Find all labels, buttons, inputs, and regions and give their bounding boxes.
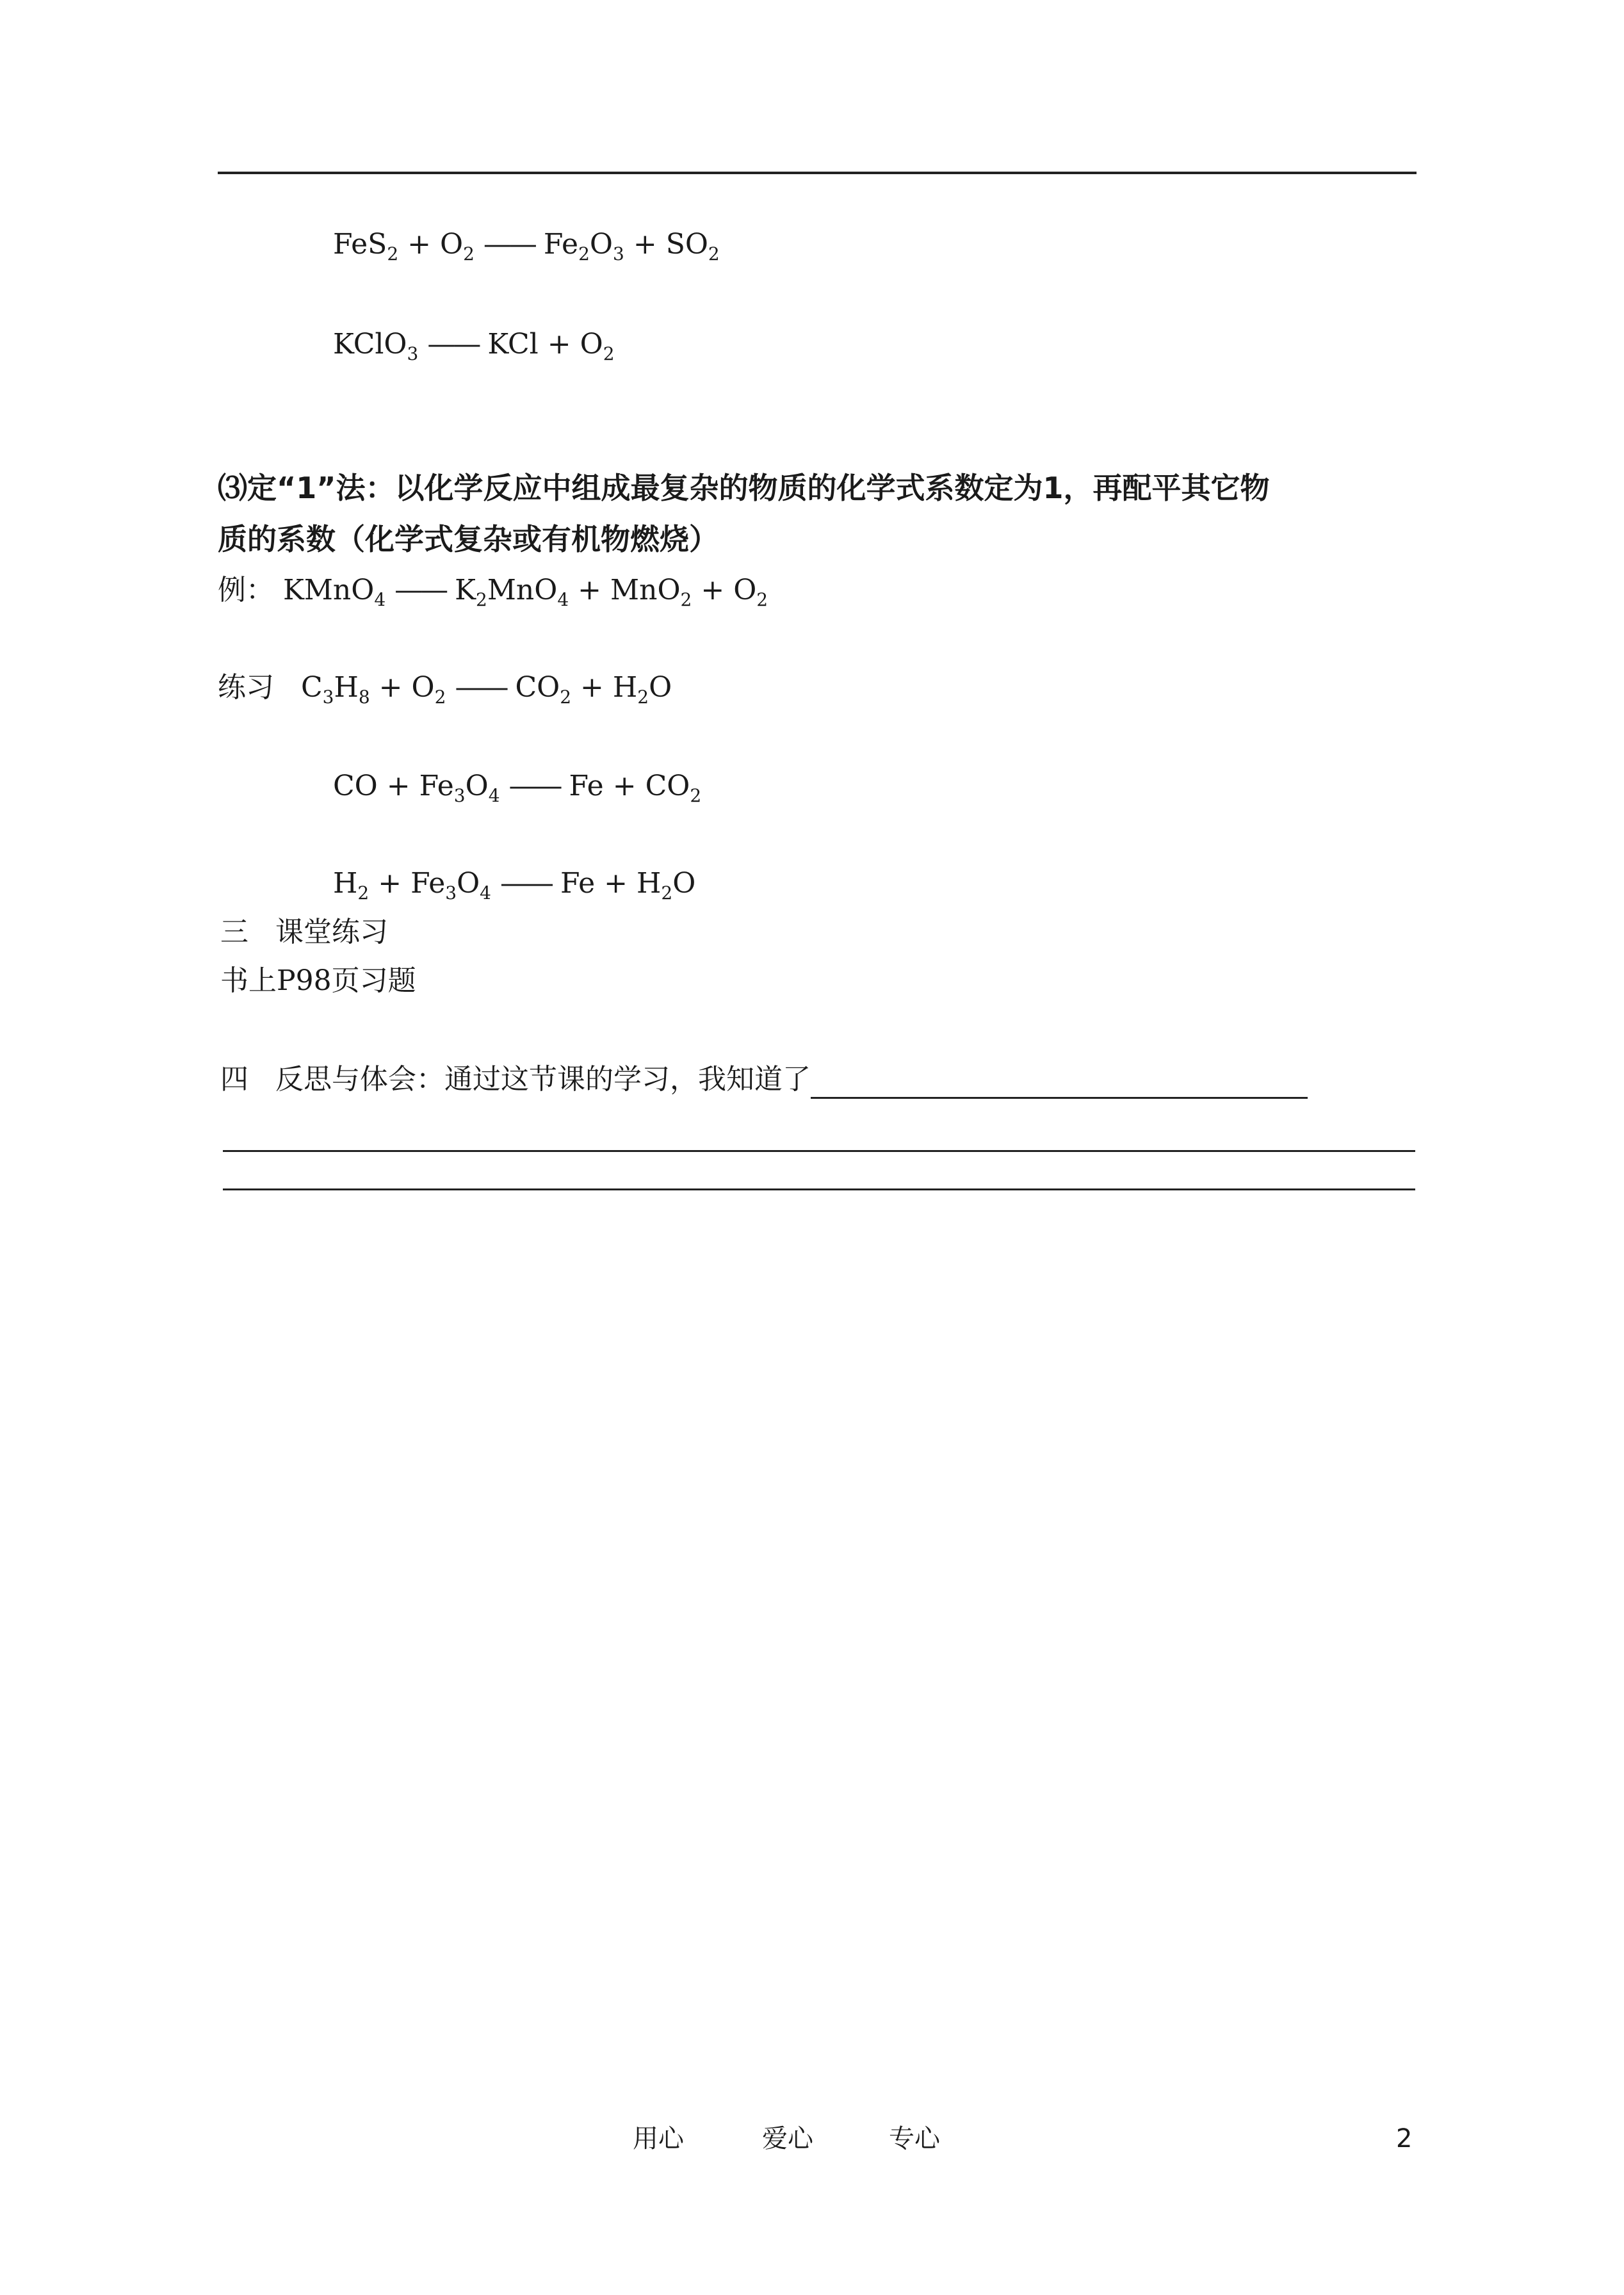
section3-title-line2: 质的系数（化学式复杂或有机物燃烧） — [218, 522, 719, 556]
practice-equation-3: $H_2 + Fe_3O_4$ —— $Fe + H_2O$ — [333, 867, 696, 904]
page-number: 2 — [1396, 2124, 1413, 2153]
header-rule — [218, 172, 1417, 174]
section-three-body: 书上P98页习题 — [220, 964, 416, 997]
example-equation: 例： KMnO$_4$ —— $K_2MnO_4 + MnO_2 + O_2$ — [218, 574, 768, 610]
answer-line-1[interactable] — [223, 1150, 1415, 1152]
equation-fes2: $FeS_2 + O_2$ —— $Fe_2O_3 + SO_2$ — [333, 228, 720, 264]
section3-title-line1: ⑶定“1”法：以化学反应中组成最复杂的物质的化学式系数定为1，再配平其它物 — [218, 471, 1270, 505]
footer-text-a: 用心 — [633, 2124, 684, 2153]
section-four-heading: 四 反思与体会：通过这节课的学习，我知道了 — [220, 1060, 1308, 1099]
answer-line-2[interactable] — [223, 1188, 1415, 1190]
practice-equation-1: 练习 $C_3H_8 + O_2$ —— $CO_2 + H_2O$ — [218, 671, 672, 708]
footer-text-c: 专心 — [889, 2124, 940, 2153]
footer-text-b: 爱心 — [762, 2124, 813, 2153]
practice-equation-2: CO + $Fe_3O_4$ —— $Fe + CO_2$ — [333, 770, 702, 806]
equation-kclo3: KClO$_3$ —— KCl + $O_2$ — [333, 328, 615, 364]
practice-label: 练习 — [218, 671, 274, 704]
answer-blank[interactable] — [811, 1066, 1308, 1099]
section-three-heading: 三 课堂练习 — [220, 916, 388, 948]
